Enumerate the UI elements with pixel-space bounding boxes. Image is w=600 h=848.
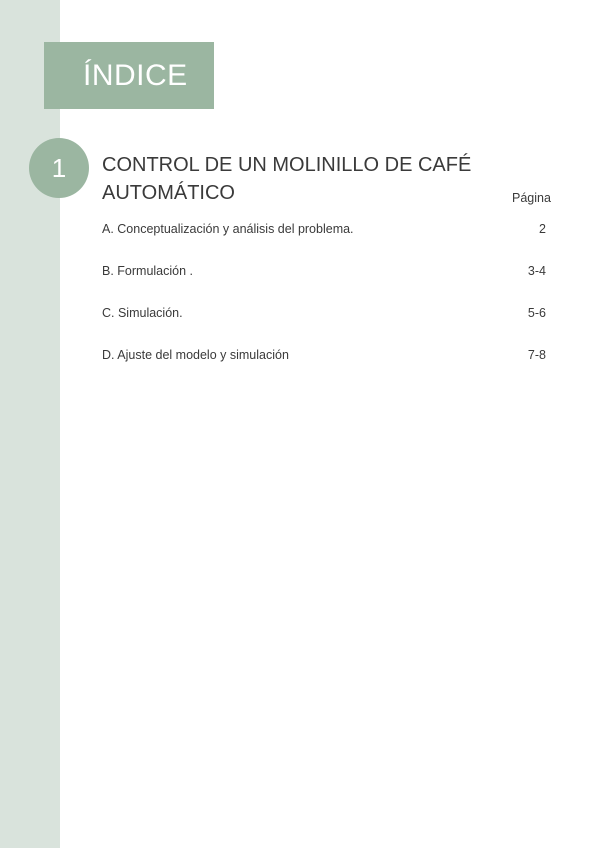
toc-entry-page: 7-8 [527,348,546,362]
section-number-badge: 1 [29,138,89,198]
toc-entry[interactable] [102,222,550,240]
section-title: CONTROL DE UN MOLINILLO DE CAFÉ AUTOMÁTICO [102,154,472,204]
side-decorative-strip [0,0,60,848]
toc-entry-page: 5-6 [527,306,546,320]
toc-entry-label: C. Simulación. [102,306,183,320]
toc-entry-page: 2 [539,222,546,236]
toc-entry[interactable] [102,348,550,366]
toc-entry[interactable] [102,264,550,282]
toc-entry-label: B. Formulación . [102,264,194,278]
page-column-header: Página [512,191,551,205]
toc-entry-label: D. Ajuste del modelo y simulación [102,348,289,362]
toc-entry-page: 3-4 [527,264,546,278]
toc-entry-label: A. Conceptualización y análisis del problema. [102,222,354,236]
page-title: ÍNDICE [83,59,188,92]
toc-entry[interactable] [102,306,550,324]
